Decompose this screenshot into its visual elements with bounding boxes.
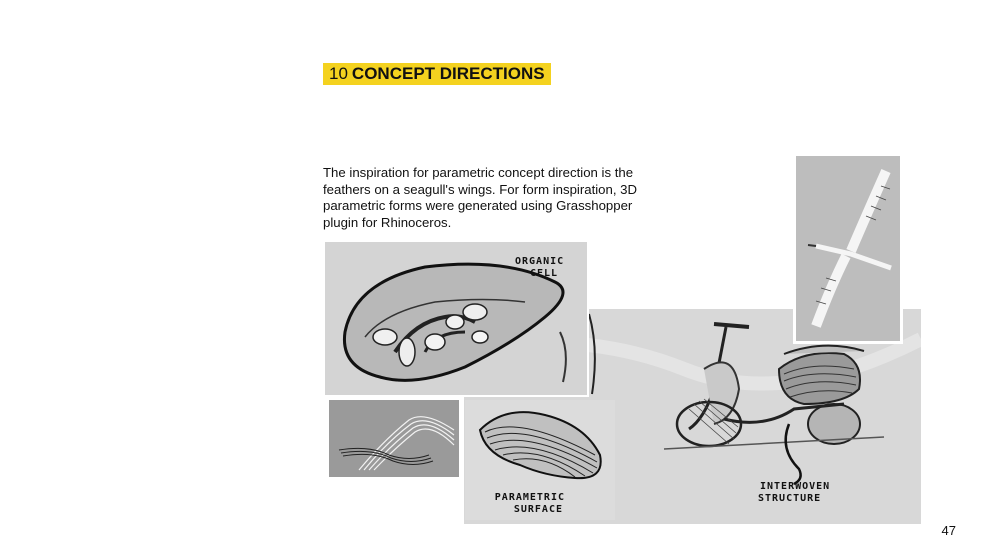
seagull-image <box>796 156 900 341</box>
parametric-label-line1: PARAMETRIC <box>494 492 565 503</box>
organic-cell-sketch <box>325 242 587 395</box>
parametric-render <box>329 400 459 477</box>
organic-label-line1: ORGANIC <box>515 256 565 267</box>
interwoven-label-line2: STRUCTURE <box>758 493 822 504</box>
section-number: 10 <box>329 64 348 83</box>
seagull-photo <box>793 153 903 344</box>
parametric-render-image <box>329 400 459 477</box>
intro-paragraph: The inspiration for parametric concept direction is the feathers on a seagull's wings. For form inspiration, 3D parametric forms were generated using Grasshopper plugin for Rhinoceros. <box>323 165 638 230</box>
page-number: 47 <box>941 523 956 538</box>
interwoven-label-line1: INTERWOVEN <box>760 481 831 492</box>
organic-label-line2: CELL <box>530 268 559 279</box>
parametric-surface-sketch-image <box>465 400 615 520</box>
parametric-surface-sketch <box>465 400 615 520</box>
parametric-label-line2: SURFACE <box>513 504 563 515</box>
section-heading: CONCEPT DIRECTIONS <box>351 64 545 83</box>
organic-cell-sketch-image <box>323 240 589 397</box>
section-title <box>323 63 551 85</box>
